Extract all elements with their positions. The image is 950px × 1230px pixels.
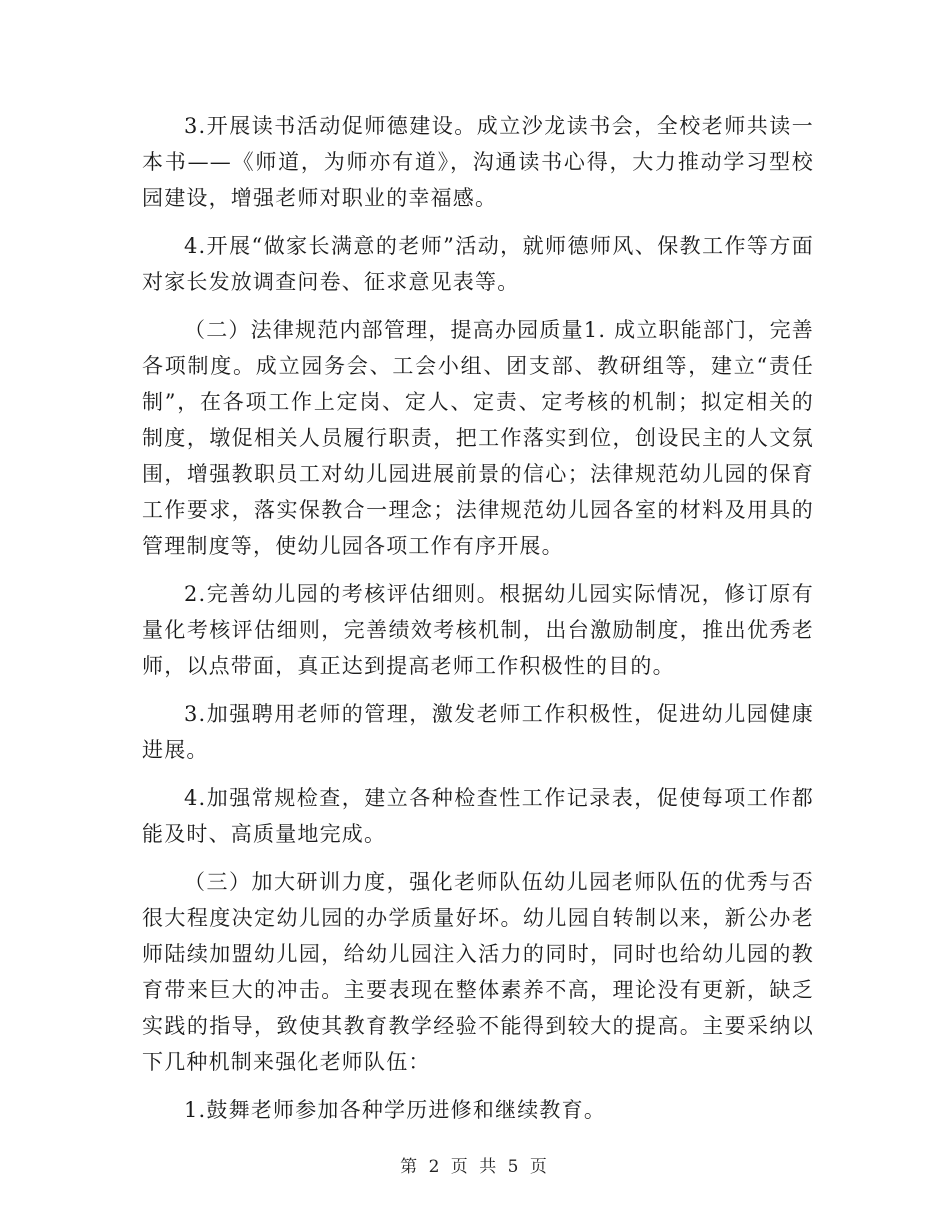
- page-number-footer: 第 2 页 共 5 页: [400, 1157, 550, 1177]
- paragraph-encourage-education: 1.鼓舞老师参加各种学历进修和继续教育。: [184, 1098, 607, 1122]
- paragraph-reading-activity: 3.开展读书活动促师德建设。成立沙龙读书会，全校老师共读一本书——《师道，为师亦有道》，沟通读书心得，大力推动学习型校园建设，增强老师对职业的幸福感。: [142, 114, 814, 210]
- paragraph-parent-satisfaction: 4.开展“做家长满意的老师”活动，就师德师风、保教工作等方面对家长发放调查问卷、征求意见表等。: [142, 234, 814, 294]
- paragraph-training-efforts: （三）加大研训力度，强化老师队伍幼儿园老师队伍的优秀与否很大程度决定幼儿园的办学质量好坏。幼儿园自转制以来，新公办老师陆续加盟幼儿园，给幼儿园注入活力的同时，同时也给幼儿园的教育带来巨大的冲击。主要表现在整体素养不高，理论没有更新，缺乏实践的指导，致使其教育教学经验不能得到较大的提高。主要采纳以下几种机制来强化老师队伍：: [142, 870, 814, 1074]
- paragraph-internal-management: （二）法律规范内部管理，提高办园质量1. 成立职能部门，完善各项制度。成立园务会、工会小组、团支部、教研组等，建立“责任制”，在各项工作上定岗、定人、定责、定考核的机制；拟定相关的制度，墩促相关人员履行职责，把工作落实到位，创设民主的人文氛围，增强教职员工对幼儿园进展前景的信心；法律规范幼儿园的保育工作要求，落实保教合一理念；法律规范幼儿园各室的材料及用具的管理制度等，使幼儿园各项工作有序开展。: [142, 318, 814, 558]
- paragraph-assessment-rules: 2.完善幼儿园的考核评估细则。根据幼儿园实际情况，修订原有量化考核评估细则，完善绩效考核机制，出台激励制度，推出优秀老师，以点带面，真正达到提高老师工作积极性的目的。: [142, 582, 814, 678]
- paragraph-routine-checks: 4.加强常规检查，建立各种检查性工作记录表，促使每项工作都能及时、高质量地完成。: [142, 786, 814, 846]
- paragraph-hired-teachers: 3.加强聘用老师的管理，激发老师工作积极性，促进幼儿园健康进展。: [142, 702, 814, 762]
- document-body: [142, 108, 814, 1140]
